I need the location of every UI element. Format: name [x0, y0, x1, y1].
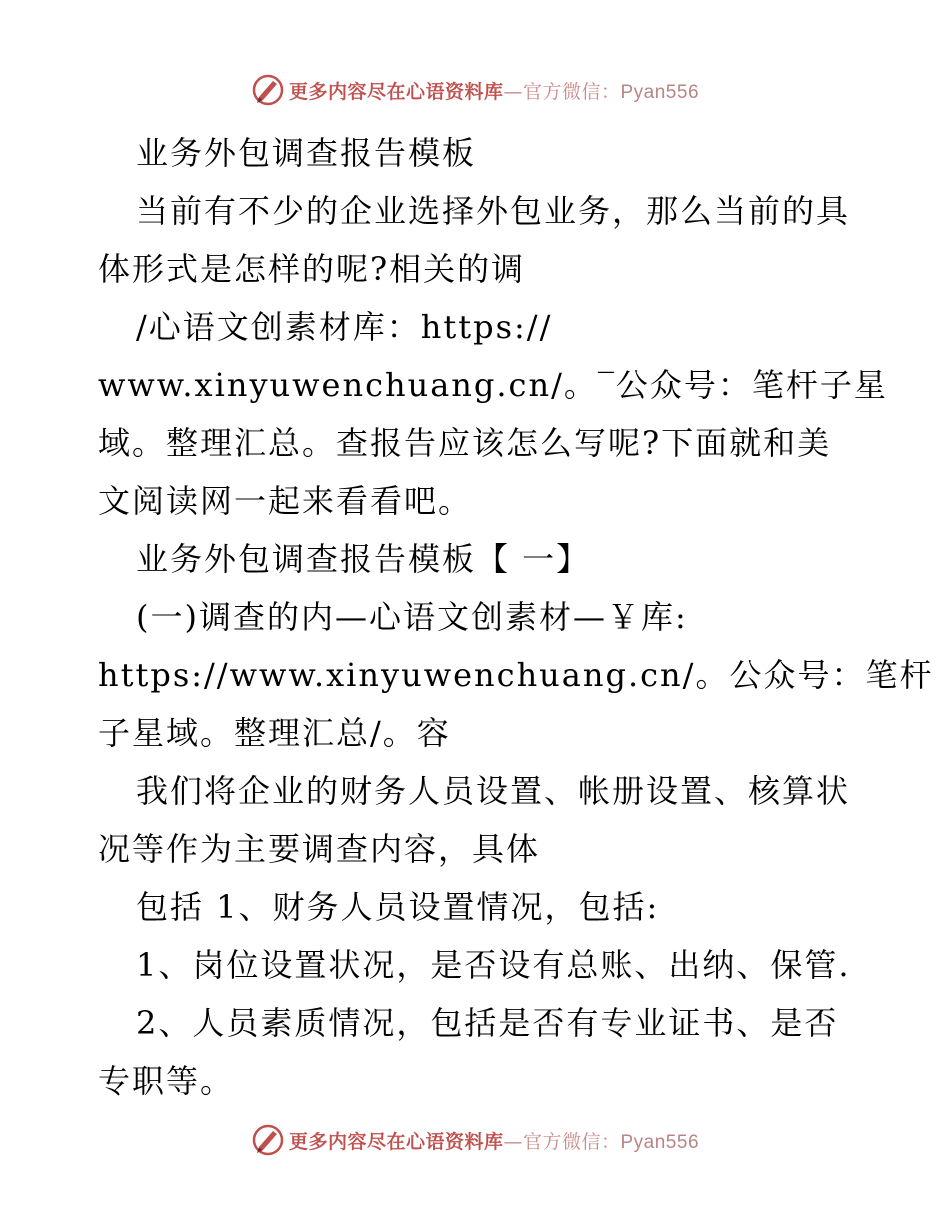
- text-line: 业务外包调查报告模板【 一】: [136, 540, 591, 578]
- text-line: 我们将企业的财务人员设置、帐册设置、核算状: [136, 772, 851, 810]
- text-line: 1、岗位设置状况，是否设有总账、出纳、保管.: [136, 946, 851, 984]
- text-line: 体形式是怎样的呢?相关的调: [98, 250, 526, 288]
- text-line: /心语文创素材库：https://: [136, 308, 553, 346]
- brush-logo-icon: [251, 73, 285, 107]
- banner-text: 更多内容尽在心语资料库: [288, 80, 504, 103]
- banner-wechat-id: Pyan556: [620, 81, 700, 103]
- banner-dash: —官方微信：: [503, 80, 621, 103]
- text-line: https://www.xinyuwenchuang.cn/。公众号：笔杆: [98, 656, 934, 694]
- text-line: 子星域。整理汇总/。容: [98, 714, 451, 752]
- text-line: 况等作为主要调查内容，具体: [98, 830, 541, 868]
- document-body: [98, 124, 934, 1110]
- footer-banner: [0, 1120, 950, 1160]
- text-line: (一)调查的内—心语文创素材—￥库:: [136, 598, 688, 636]
- text-line: 业务外包调查报告模板: [136, 134, 477, 172]
- text-line: 专职等。: [98, 1062, 235, 1100]
- text-line: 包括 1、财务人员设置情况，包括:: [136, 888, 660, 926]
- text-line: 域。整理汇总。查报告应该怎么写呢?下面就和美: [98, 424, 832, 462]
- banner-text: 更多内容尽在心语资料库: [288, 1130, 504, 1153]
- text-line: 当前有不少的企业选择外包业务，那么当前的具: [136, 192, 851, 230]
- brush-logo-icon: [251, 1123, 285, 1157]
- banner-dash: —官方微信：: [503, 1130, 621, 1153]
- text-line: www.xinyuwenchuang.cn/。‾公众号：笔杆子星: [98, 366, 888, 404]
- text-line: 文阅读网一起来看看吧。: [98, 482, 473, 520]
- header-banner: [0, 70, 950, 110]
- banner-wechat-id: Pyan556: [620, 1131, 700, 1153]
- text-line: 2、人员素质情况，包括是否有专业证书、是否: [136, 1004, 839, 1042]
